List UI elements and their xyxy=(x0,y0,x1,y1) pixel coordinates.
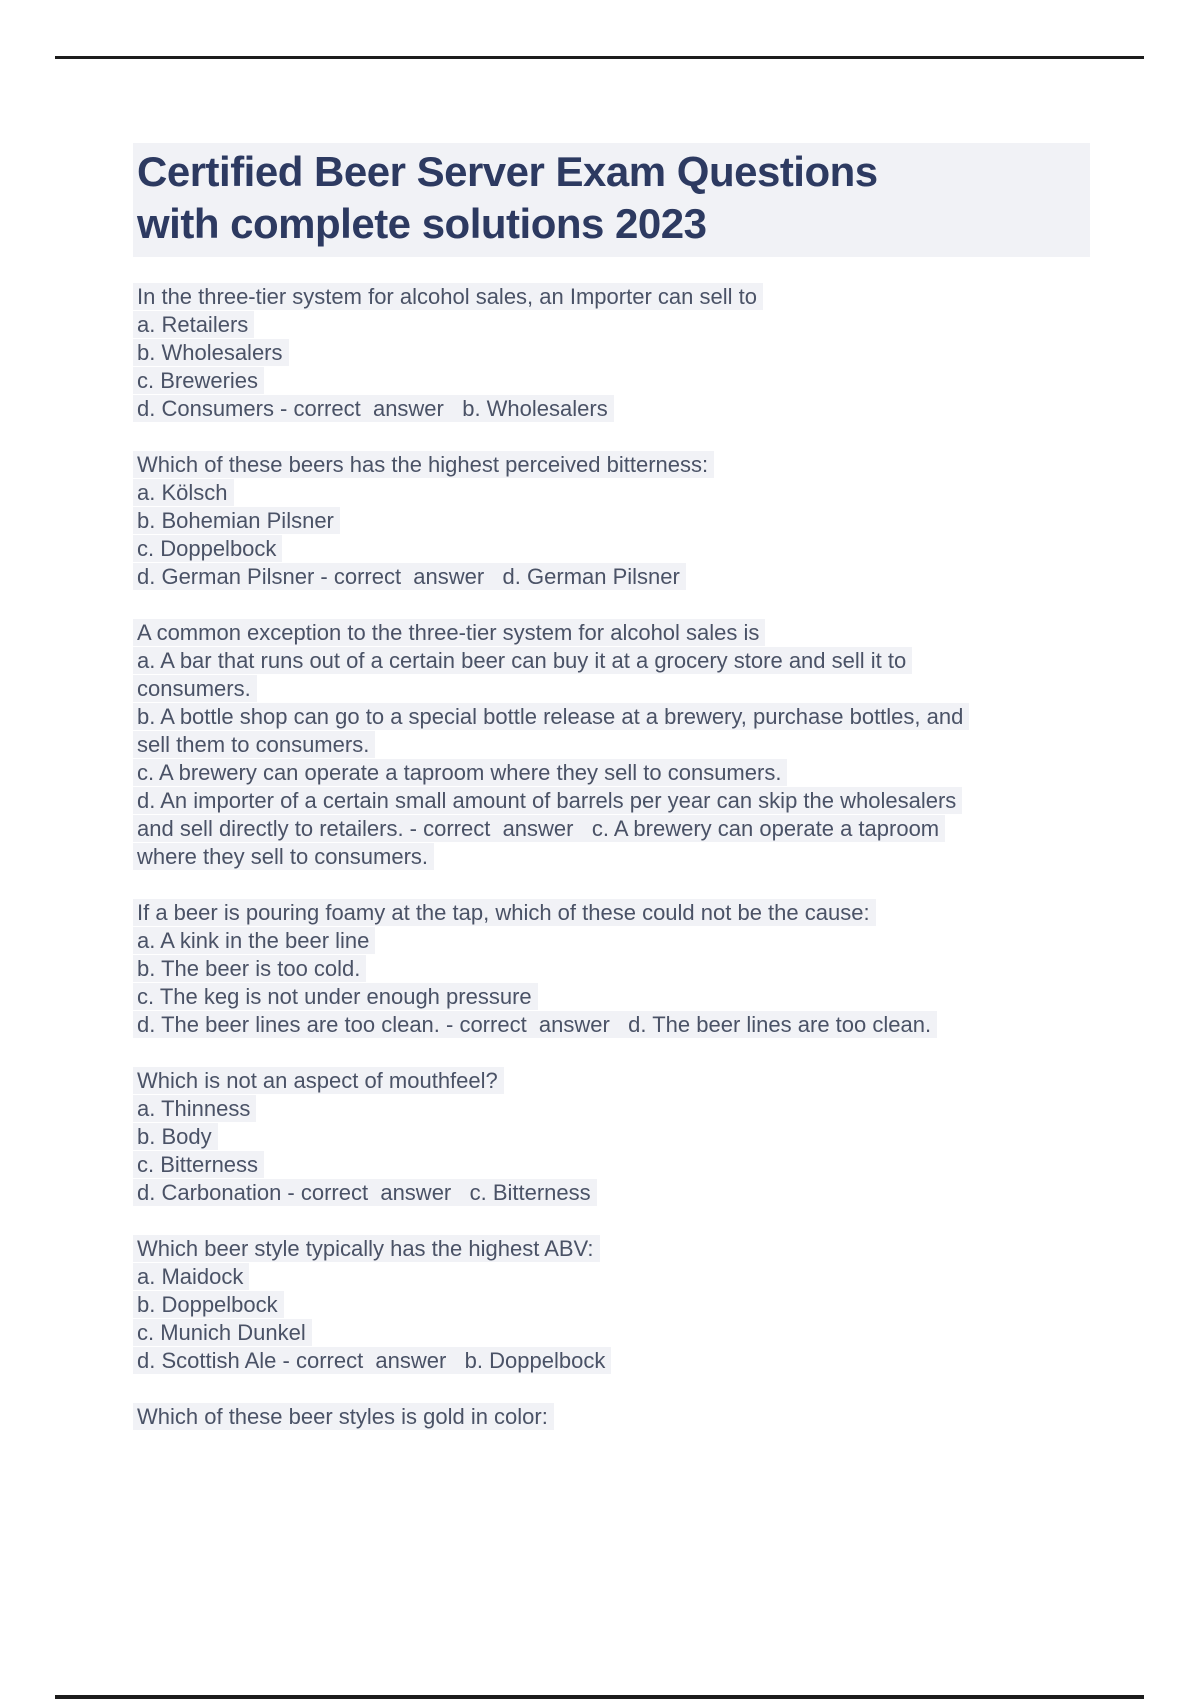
highlighted-text: d. Scottish Ale - correct answer b. Doppelbock xyxy=(133,1347,611,1374)
highlighted-text: a. Kölsch xyxy=(133,479,234,506)
highlighted-text: and sell directly to retailers. - correct answer c. A brewery can operate a taproom xyxy=(133,815,945,842)
highlighted-text: b. Wholesalers xyxy=(133,339,289,366)
text-line xyxy=(133,1067,1090,1095)
question-block-7 xyxy=(133,1403,1090,1431)
text-line xyxy=(133,1403,1090,1431)
text-line xyxy=(133,507,1090,535)
text-line xyxy=(133,311,1090,339)
text-line xyxy=(133,1347,1090,1375)
question-block-5 xyxy=(133,1067,1090,1207)
text-line xyxy=(133,1291,1090,1319)
text-line xyxy=(133,703,1090,731)
highlighted-text: a. Thinness xyxy=(133,1095,256,1122)
highlighted-text: If a beer is pouring foamy at the tap, which of these could not be the cause: xyxy=(133,899,876,926)
text-line xyxy=(133,283,1090,311)
highlighted-text: a. Retailers xyxy=(133,311,254,338)
highlighted-text: d. Carbonation - correct answer c. Bitterness xyxy=(133,1179,597,1206)
question-block-4 xyxy=(133,899,1090,1039)
highlighted-text: d. Consumers - correct answer b. Wholesalers xyxy=(133,395,614,422)
highlighted-text: Which of these beer styles is gold in color: xyxy=(133,1403,554,1430)
highlighted-text: Which of these beers has the highest perceived bitterness: xyxy=(133,451,714,478)
text-line xyxy=(133,451,1090,479)
highlighted-text: c. The keg is not under enough pressure xyxy=(133,983,538,1010)
text-line xyxy=(133,675,1090,703)
highlighted-text: d. German Pilsner - correct answer d. German Pilsner xyxy=(133,563,686,590)
question-block-1 xyxy=(133,283,1090,423)
text-line xyxy=(133,1151,1090,1179)
highlighted-text: b. The beer is too cold. xyxy=(133,955,366,982)
question-block-2 xyxy=(133,451,1090,591)
highlighted-text: b. A bottle shop can go to a special bottle release at a brewery, purchase bottles, and xyxy=(133,703,969,730)
text-line xyxy=(133,1011,1090,1039)
text-line xyxy=(133,1123,1090,1151)
text-line xyxy=(133,619,1090,647)
highlighted-text: A common exception to the three-tier system for alcohol sales is xyxy=(133,619,765,646)
text-line xyxy=(133,395,1090,423)
highlighted-text: c. Munich Dunkel xyxy=(133,1319,312,1346)
text-line xyxy=(133,563,1090,591)
text-line xyxy=(133,339,1090,367)
document-title-block xyxy=(133,143,1090,257)
highlighted-text: where they sell to consumers. xyxy=(133,843,434,870)
highlighted-text: c. A brewery can operate a taproom where they sell to consumers. xyxy=(133,759,787,786)
text-line xyxy=(133,647,1090,675)
text-line xyxy=(133,1095,1090,1123)
highlighted-text: c. Bitterness xyxy=(133,1151,264,1178)
highlighted-text: a. Maidock xyxy=(133,1263,249,1290)
text-line xyxy=(133,1263,1090,1291)
highlighted-text: c. Doppelbock xyxy=(133,535,282,562)
questions-list xyxy=(133,283,1090,1431)
title-line-2: with complete solutions 2023 xyxy=(137,200,707,247)
text-line xyxy=(133,731,1090,759)
text-line xyxy=(133,1235,1090,1263)
highlighted-text: d. The beer lines are too clean. - correct answer d. The beer lines are too clean. xyxy=(133,1011,937,1038)
highlighted-text: a. A bar that runs out of a certain beer can buy it at a grocery store and sell it to xyxy=(133,647,912,674)
question-block-6 xyxy=(133,1235,1090,1375)
text-line xyxy=(133,927,1090,955)
highlighted-text: d. An importer of a certain small amount of barrels per year can skip the wholesalers xyxy=(133,787,962,814)
highlighted-text: a. A kink in the beer line xyxy=(133,927,375,954)
text-line xyxy=(133,955,1090,983)
question-block-3 xyxy=(133,619,1090,871)
text-line xyxy=(133,787,1090,815)
highlighted-text: b. Bohemian Pilsner xyxy=(133,507,340,534)
text-line xyxy=(133,1319,1090,1347)
text-line xyxy=(133,815,1090,843)
highlighted-text: b. Doppelbock xyxy=(133,1291,284,1318)
highlighted-text: b. Body xyxy=(133,1123,218,1150)
document-content xyxy=(133,143,1090,1459)
highlighted-text: Which is not an aspect of mouthfeel? xyxy=(133,1067,504,1094)
top-rule xyxy=(55,56,1144,59)
highlighted-text: sell them to consumers. xyxy=(133,731,375,758)
highlighted-text: In the three-tier system for alcohol sales, an Importer can sell to xyxy=(133,283,763,310)
text-line xyxy=(133,759,1090,787)
text-line xyxy=(133,843,1090,871)
bottom-rule xyxy=(55,1695,1144,1699)
text-line xyxy=(133,1179,1090,1207)
text-line xyxy=(133,535,1090,563)
text-line xyxy=(133,367,1090,395)
text-line xyxy=(133,899,1090,927)
highlighted-text: c. Breweries xyxy=(133,367,264,394)
highlighted-text: Which beer style typically has the highest ABV: xyxy=(133,1235,600,1262)
text-line xyxy=(133,983,1090,1011)
title-line-1: Certified Beer Server Exam Questions xyxy=(137,148,878,195)
text-line xyxy=(133,479,1090,507)
highlighted-text: consumers. xyxy=(133,675,257,702)
